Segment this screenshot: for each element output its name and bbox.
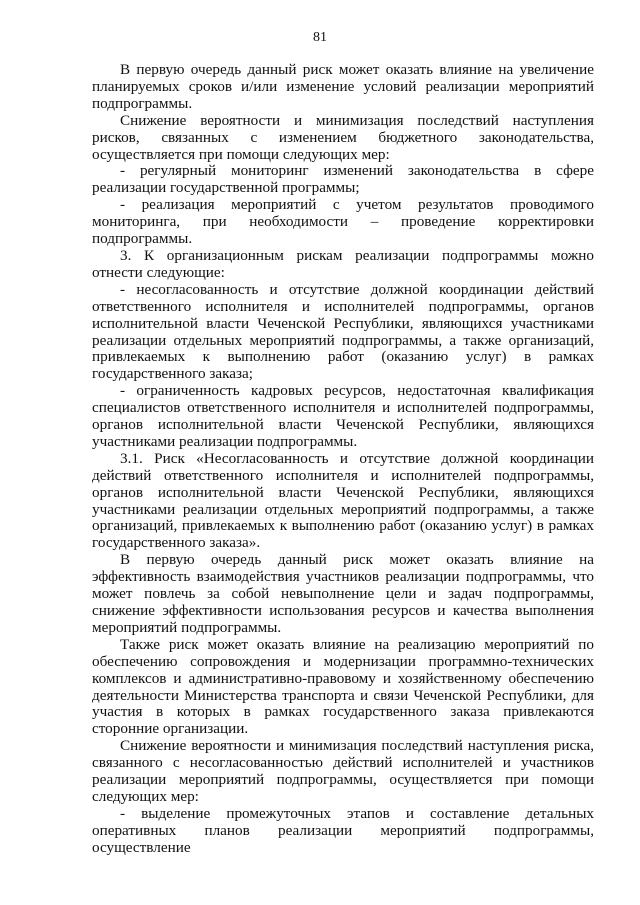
paragraph: Снижение вероятности и минимизация последствий наступления риска, связанного с несогласованностью действий исполнителей и участников реализации мероприятий подпрограммы, осуществляется при помощи следующих мер: [92, 737, 594, 805]
list-item: - ограниченность кадровых ресурсов, недостаточная квалификация специалистов ответственного исполнителя и исполнителей подпрограммы, органов исполнительной власти Чеченской Республики, являющихся участниками реализации подпрограммы. [92, 382, 594, 450]
page-number: 81 [313, 30, 327, 45]
list-item: - регулярный мониторинг изменений законодательства в сфере реализации государственной программы; [92, 162, 594, 197]
subsection-paragraph: 3.1. Риск «Несогласованность и отсутствие должной координации действий ответственного исполнителя и исполнителей подпрограммы, органов исполнительной власти Чеченской Республики, являющихся участниками реализации отдельных мероприятий подпрограммы, а также организаций, привлекаемых к выполнению работ (оказанию услуг) в рамках государственного заказа». [92, 449, 594, 552]
list-item: - реализация мероприятий с учетом результатов проводимого мониторинга, при необходимости – проведение корректировки подпрограммы. [92, 196, 594, 248]
section-heading-paragraph: 3. К организационным рискам реализации подпрограммы можно отнести следующие: [92, 246, 594, 281]
list-item: - выделение промежуточных этапов и составление детальных оперативных планов реализации мероприятий подпрограммы, осуществление [92, 804, 594, 856]
paragraph: В первую очередь данный риск может оказать влияние на увеличение планируемых сроков и/или изменение условий реализации мероприятий подпрограммы. [92, 61, 594, 112]
paragraph: Снижение вероятности и минимизация последствий наступления рисков, связанных с изменением бюджетного законодательства, осуществляется при помощи следующих мер: [92, 111, 594, 163]
paragraph: В первую очередь данный риск может оказать влияние на эффективность взаимодействия участников реализации подпрограммы, что может повлечь за собой невыполнение цели и задач подпрограммы, снижение эффективности использования ресурсов и качества выполнения мероприятий подпрограммы. [92, 551, 594, 636]
list-item: - несогласованность и отсутствие должной координации действий ответственного исполнителя и исполнителей подпрограммы, органов исполнительной власти Чеченской Республики, являющихся участниками реализации отдельных мероприятий подпрограммы, а также организаций, привлекаемых к выполнению работ (оказанию услуг) в рамках государственного заказа; [92, 280, 594, 383]
document-body [92, 62, 594, 857]
paragraph: Также риск может оказать влияние на реализацию мероприятий по обеспечению сопровождения и модернизации программно-технических комплексов и административно-правовому и хозяйственному обеспечению деятельности Министерства транспорта и связи Чеченской Республики, для участия в которых в рамках государственного заказа привлекаются сторонние организации. [92, 635, 594, 738]
